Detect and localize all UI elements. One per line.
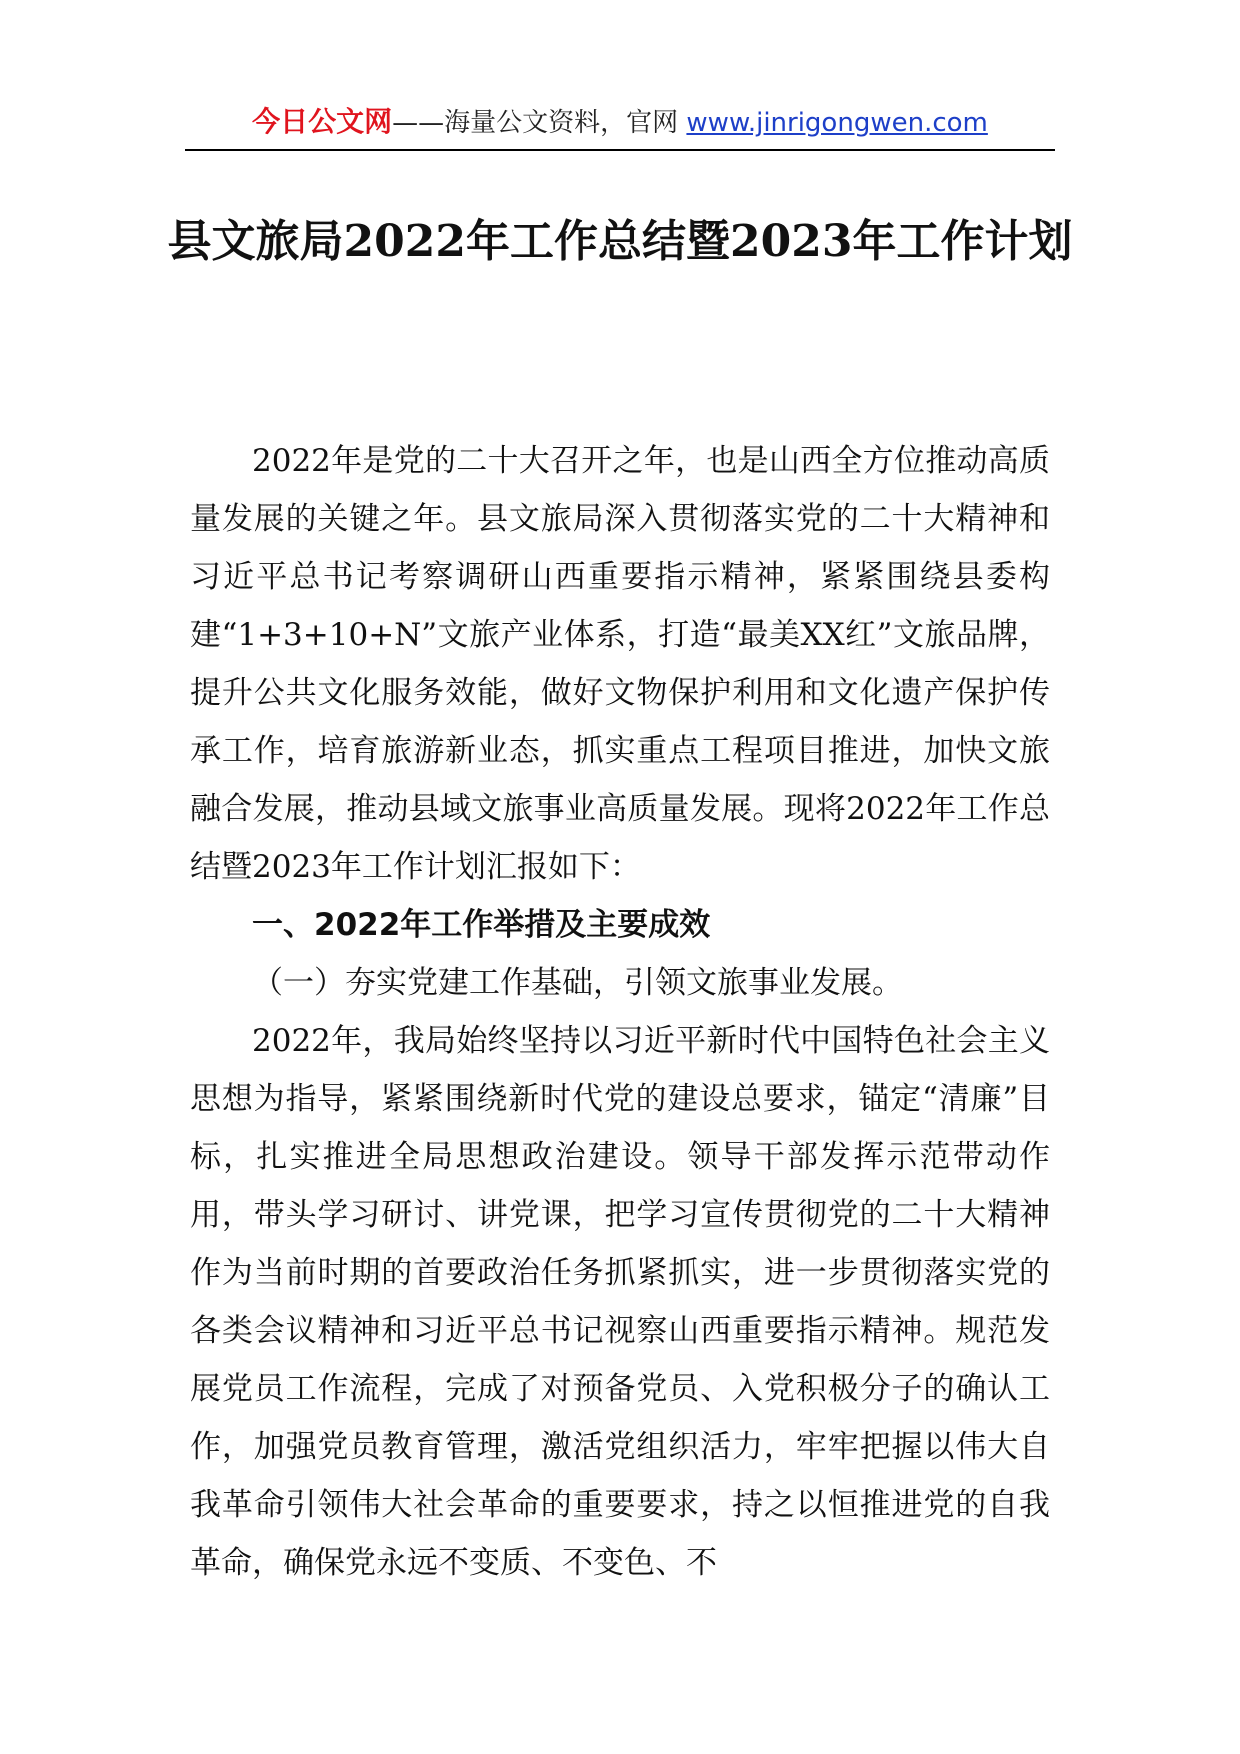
header-divider <box>185 149 1055 151</box>
intro-paragraph: 2022年是党的二十大召开之年，也是山西全方位推动高质量发展的关键之年。县文旅局深入贯彻落实党的二十大精神和习近平总书记考察调研山西重要指示精神，紧紧围绕县委构建“1+3+10+N”文旅产业体系，打造“最美XX红”文旅品牌，提升公共文化服务效能，做好文物保护利用和文化遗产保护传承工作，培育旅游新业态，抓实重点工程项目推进，加快文旅融合发展，推动县域文旅事业高质量发展。现将2022年工作总结暨2023年工作计划汇报如下： <box>190 443 1050 885</box>
body-paragraph: 2022年，我局始终坚持以习近平新时代中国特色社会主义思想为指导，紧紧围绕新时代党的建设总要求，锚定“清廉”目标，扎实推进全局思想政治建设。领导干部发挥示范带动作用，带头学习研讨、讲党课，把学习宣传贯彻党的二十大精神作为当前时期的首要政治任务抓紧抓实，进一步贯彻落实党的各类会议精神和习近平总书记视察山西重要指示精神。规范发展党员工作流程，完成了对预备党员、入党积极分子的确认工作，加强党员教育管理，激活党组织活力，牢牢把握以伟大自我革命引领伟大社会革命的重要要求，持之以恒推进党的自我革命，确保党永远不变质、不变色、不 <box>190 1023 1050 1581</box>
section-heading: 一、2022年工作举措及主要成效 <box>252 907 711 943</box>
header-separator: —— <box>392 108 445 138</box>
website-link[interactable]: www.jinrigongwen.com <box>686 108 988 138</box>
header-tagline: 海量公文资料，官网 <box>444 108 687 138</box>
page-header <box>185 98 1055 146</box>
document-body <box>190 432 1050 1592</box>
document-title: 县文旅局2022年工作总结暨2023年工作计划 <box>167 216 1073 267</box>
subsection-heading: （一）夯实党建工作基础，引领文旅事业发展。 <box>252 965 903 1001</box>
brand-name: 今日公文网 <box>252 105 393 138</box>
